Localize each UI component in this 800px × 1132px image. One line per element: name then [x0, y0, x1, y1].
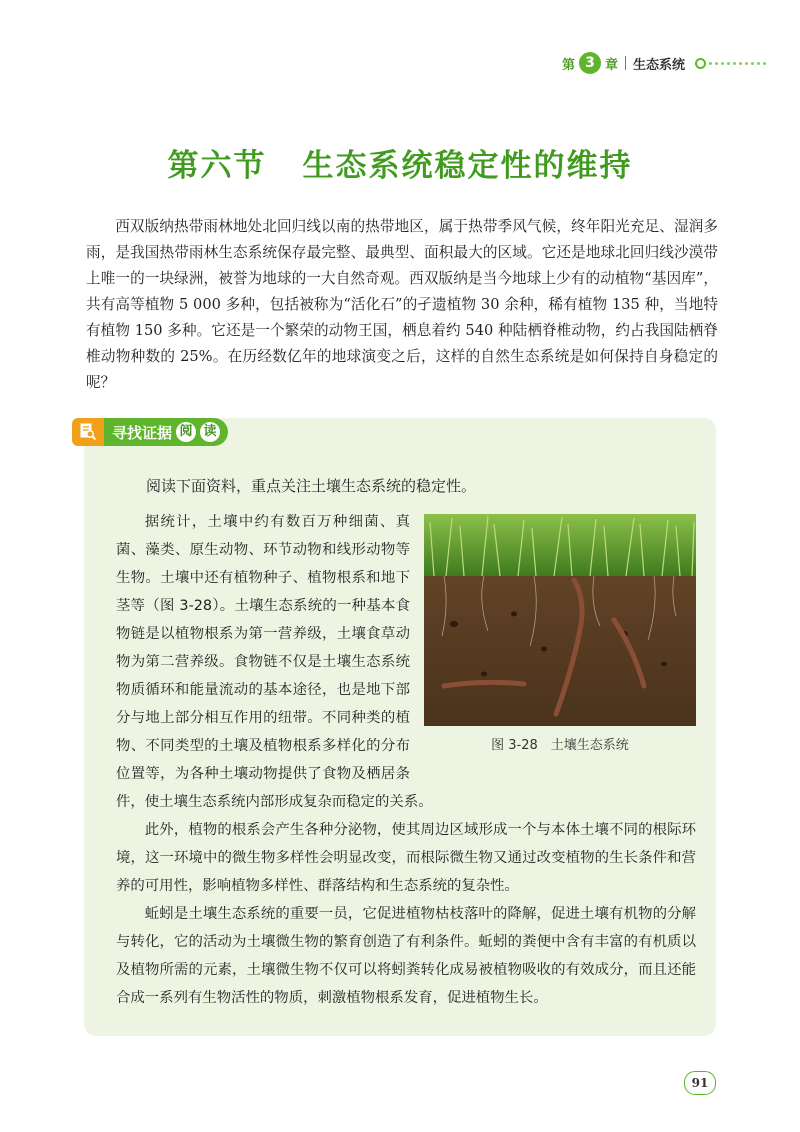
chapter-prefix: 第	[561, 57, 575, 73]
reading-tab	[72, 418, 228, 446]
intro-paragraph: 西双版纳热带雨林地处北回归线以南的热带地区，属于热带季风气候，终年阳光充足、湿润多雨，是我国热带雨林生态系统保存最完整、最典型、面积最大的区域。它还是地球北回归线沙漠带上唯一的一块绿洲，被誉为地球的一大自然奇观。西双版纳是当今地球上少有的动植物“基因库”，共有高等植物 5 000 多种，包括被称为“活化石”的孑遗植物 30 余种，稀有植物 135 种，当地特有植物 150 多种。它还是一个繁荣的动物王国，栖息着约 540 种陆栖脊椎动物，约占我国陆栖脊椎动物种数的 25%。在历经数亿年的地球演变之后，这样的自然生态系统是如何保持自身稳定的呢？	[86, 218, 718, 391]
chapter-divider	[625, 56, 626, 70]
tab-label-text: 寻找证据	[112, 423, 173, 442]
section-label: 第六节	[167, 148, 267, 184]
section-title	[0, 140, 800, 185]
section-heading: 生态系统稳定性的维持	[302, 148, 633, 184]
header-dots-decoration	[695, 58, 766, 69]
chapter-number-badge: 3	[579, 52, 601, 74]
reading-paragraph-3: 蚯蚓是土壤生态系统的重要一员，它促进植物枯枝落叶的降解，促进土壤有机物的分解与转化，它的活动为土壤微生物的繁育创造了有利条件。蚯蚓的粪便中含有丰富的有机质以及植物所需的元素，土壤微生物不仅可以将蚓粪转化成易被植物吸收的有效成分，而且还能合成一系列有生物活性的物质，刺激植物根系发育，促进植物生长。	[116, 906, 696, 1006]
figure-3-28	[424, 514, 696, 764]
reading-lead: 阅读下面资料，重点关注土壤生态系统的稳定性。	[146, 477, 477, 495]
reading-paragraph-1: 据统计，土壤中约有数百万种细菌、真菌、藻类、原生动物、环节动物和线形动物等生物。土壤中还有植物种子、植物根系和地下茎等（图 3-28）。土壤生态系统的一种基本食物链是以植物根系为第一营养级，土壤食草动物为第二营养级。食物链不仅是土壤生态系统物质循环和能量流动的基本途径，也是地下部分与地上部分相互作用的纽带。不同种类的植物、不同类型的土壤及植物根系多样化的分布位置等，为各种土壤动物提供了食物及栖居条件，使土壤生态系统内部形成复杂而稳定的关系。	[116, 514, 433, 810]
search-doc-icon	[72, 418, 104, 446]
chapter-title: 生态系统	[632, 57, 685, 73]
figure-caption: 图 3-28 土壤生态系统	[491, 738, 629, 753]
chapter-header	[562, 52, 766, 74]
page-number: 91	[684, 1071, 716, 1095]
reading-body	[116, 508, 696, 1012]
tab-char-du: 读	[200, 422, 220, 442]
reading-paragraph-2: 此外，植物的根系会产生各种分泌物，使其周边区域形成一个与本体土壤不同的根际环境，这一环境中的微生物多样性会明显改变，而根际微生物又通过改变植物的生长条件和营养的可用性，影响植物多样性、群落结构和生态系统的复杂性。	[116, 822, 696, 894]
tab-char-read: 阅	[176, 422, 196, 442]
soil-ecosystem-photo	[424, 514, 696, 726]
chapter-suffix: 章	[604, 57, 618, 73]
reading-tab-label	[104, 418, 228, 446]
